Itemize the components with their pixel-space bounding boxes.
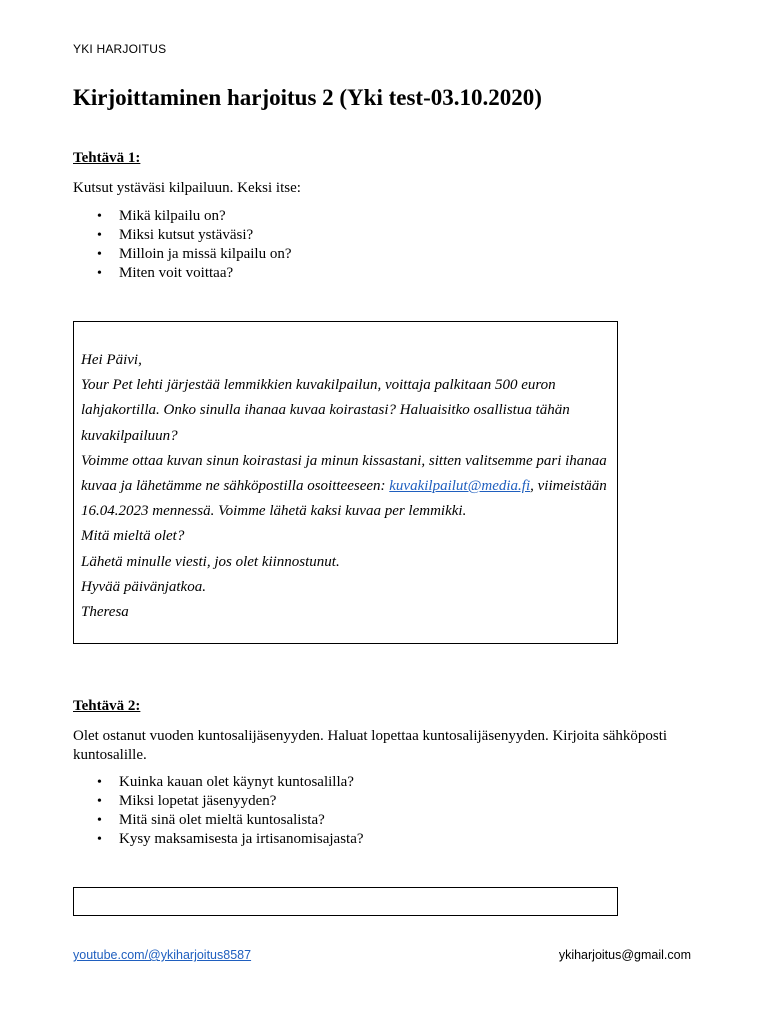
footer-email: ykiharjoitus@gmail.com — [558, 948, 691, 962]
task2-answer-box[interactable] — [73, 887, 618, 916]
task1-answer-box — [73, 321, 618, 644]
list-item: • Miksi lopetat jäsenyyden? — [97, 793, 277, 809]
bullet-icon: • — [97, 832, 102, 847]
sample-letter — [81, 348, 609, 625]
task2-heading: Tehtävä 2: — [73, 698, 141, 714]
bullet-icon: • — [97, 794, 102, 809]
bullet-icon: • — [97, 775, 102, 790]
task1-intro: Kutsut ystäväsi kilpailuun. Keksi itse: — [73, 180, 301, 196]
letter-paragraph: Your Pet lehti järjestää lemmikkien kuvakilpailun, voittaja palkitaan 500 euron lahjakortilla. Onko sinulla ihanaa kuvaa koirastasi? Haluaisitko osallistua tähän kuvakilpailuun? — [81, 377, 570, 444]
letter-signature: Theresa — [81, 604, 129, 621]
task2-bullet-list — [73, 773, 364, 849]
bullet-icon: • — [97, 266, 102, 281]
list-item: • Kuinka kauan olet käynyt kuntosalilla? — [97, 774, 354, 790]
task1-bullet-list — [73, 207, 292, 283]
list-item: • Milloin ja missä kilpailu on? — [97, 246, 292, 262]
list-item: • Kysy maksamisesta ja irtisanomisajasta? — [97, 831, 364, 847]
list-item: • Miten voit voittaa? — [97, 265, 234, 281]
letter-greeting: Hei Päivi, — [81, 352, 142, 368]
letter-line: Lähetä minulle viesti, jos olet kiinnostunut. — [81, 553, 340, 570]
list-item: • Miksi kutsut ystäväsi? — [97, 227, 254, 243]
task2-intro: Olet ostanut vuoden kuntosalijäsenyyden. Haluat lopettaa kuntosalijäsenyyden. Kirjoita sähköposti kuntosalille. — [73, 728, 668, 763]
bullet-icon: • — [97, 247, 102, 262]
task1-heading: Tehtävä 1: — [73, 150, 141, 166]
bullet-icon: • — [97, 209, 102, 224]
header-label: YKI HARJOITUS — [73, 42, 167, 56]
letter-line: Mitä mieltä olet? — [81, 528, 185, 545]
email-link[interactable]: kuvakilpailut@media.fi — [389, 478, 531, 495]
bullet-icon: • — [97, 813, 102, 828]
document-title: Kirjoittaminen harjoitus 2 (Yki test-03.10.2020) — [73, 85, 542, 110]
bullet-icon: • — [97, 228, 102, 243]
list-item: • Mitä sinä olet mieltä kuntosalista? — [97, 812, 325, 828]
list-item: • Mikä kilpailu on? — [97, 208, 226, 224]
letter-paragraph: Voimme ottaa kuvan sinun koirastasi ja minun kissastani, sitten valitsemme pari ihanaa kuvaa ja lähetämme ne sähköpostilla osoitteeseen: kuvakilpailut@media.fi, viimeistään 16.04.2023 mennessä. Voimme lähetä kaksi kuvaa per lemmikki. — [81, 452, 607, 520]
letter-line: Hyvää päivänjatkoa. — [81, 578, 206, 595]
youtube-link[interactable]: youtube.com/@ykiharjoitus8587 — [73, 948, 252, 962]
